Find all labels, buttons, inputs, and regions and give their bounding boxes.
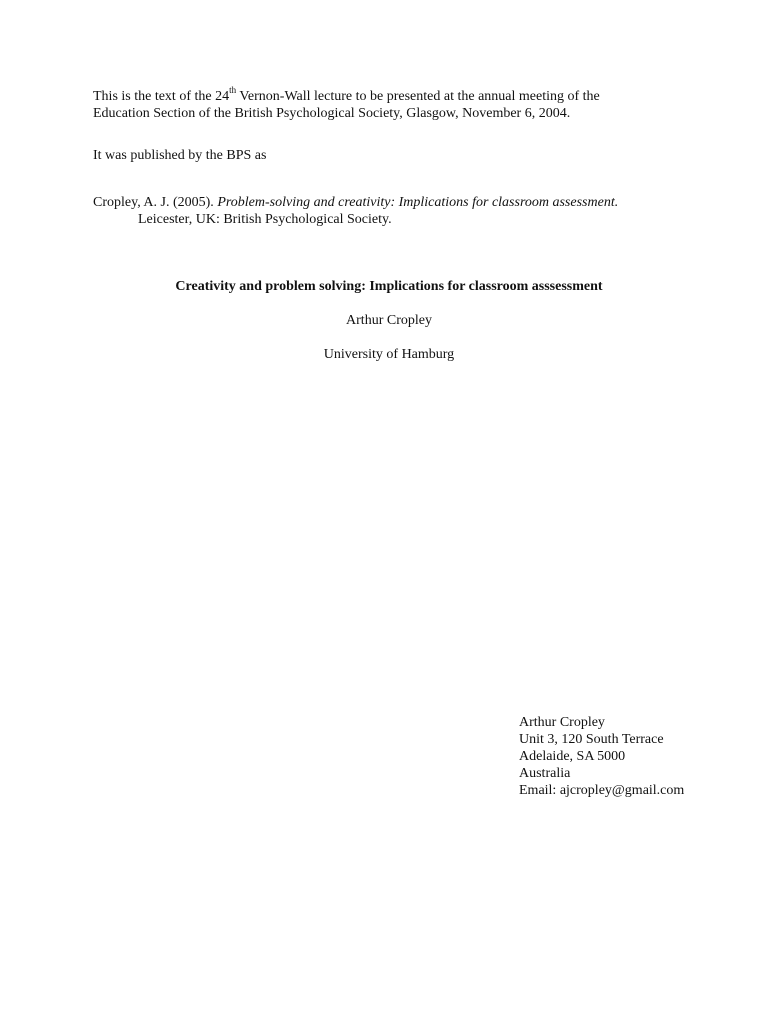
intro-line-1 xyxy=(93,85,693,105)
address-street: Unit 3, 120 South Terrace xyxy=(519,732,664,747)
address-name: Arthur Cropley xyxy=(519,715,605,730)
published-note-text: It was published by the BPS as xyxy=(93,148,267,163)
address-email: Email: ajcropley@gmail.com xyxy=(519,783,685,798)
ordinal-superscript: th xyxy=(229,85,237,96)
intro-paragraph xyxy=(93,85,693,122)
paper-title: Creativity and problem solving: Implications for classroom asssessment xyxy=(175,279,603,294)
citation-title: Problem-solving and creativity: Implications for classroom assessment xyxy=(217,195,615,210)
intro-line-2: Education Section of the British Psychological Society, Glasgow, November 6, 2004. xyxy=(93,106,571,121)
paper-affiliation: University of Hamburg xyxy=(323,347,455,362)
citation-reference xyxy=(93,194,693,228)
intro-text-start: This is the text of the 24 xyxy=(93,89,230,104)
published-note xyxy=(93,147,693,164)
citation-line-1 xyxy=(93,194,693,211)
paper-author: Arthur Cropley xyxy=(346,313,432,328)
citation-authors: Cropley, A. J. (2005). xyxy=(93,195,218,210)
address-city: Adelaide, SA 5000 xyxy=(519,749,626,764)
citation-title-end: . xyxy=(614,195,619,210)
citation-publisher: Leicester, UK: British Psychological Society. xyxy=(138,212,392,227)
address-country: Australia xyxy=(519,766,571,781)
contact-address xyxy=(519,714,759,799)
intro-text-end: Vernon-Wall lecture to be presented at the annual meeting of the xyxy=(236,89,600,104)
